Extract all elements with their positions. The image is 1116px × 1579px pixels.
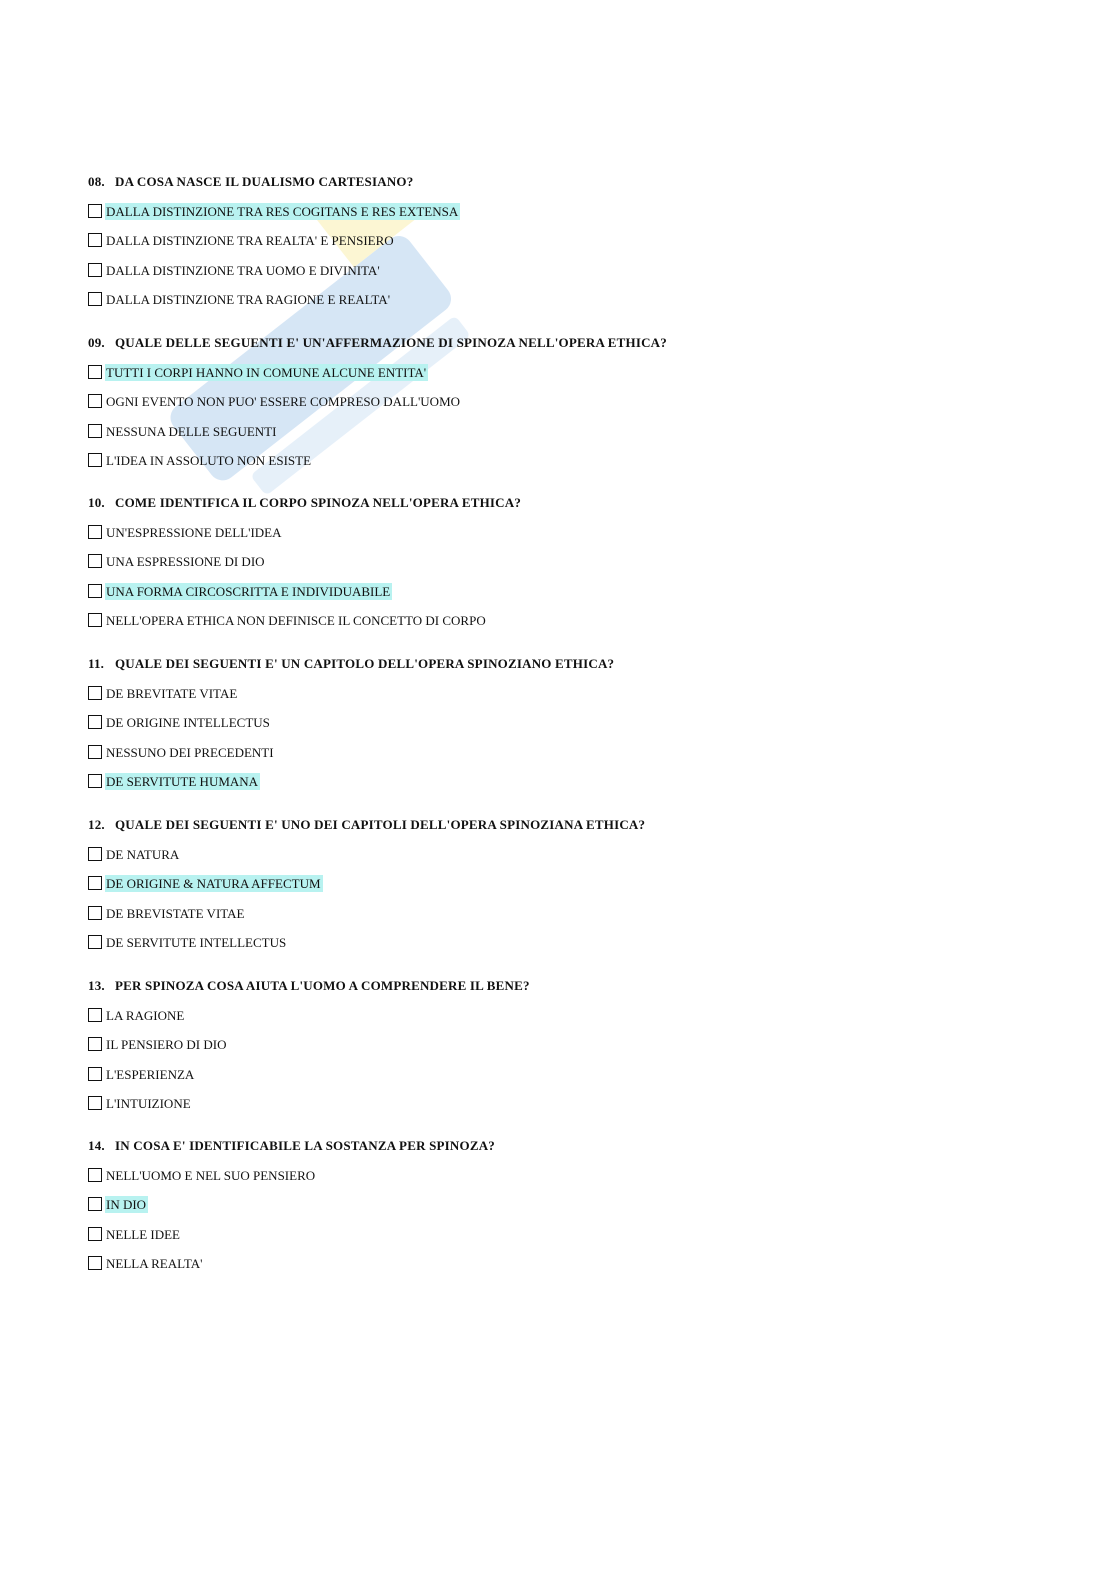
question-number: 10. [88, 495, 105, 510]
answer-option[interactable] [88, 1167, 1028, 1185]
checkbox-icon[interactable] [88, 1037, 102, 1051]
question-text: QUALE DEI SEGUENTI E' UN CAPITOLO DELL'OPERA SPINOZIANO ETHICA? [115, 656, 615, 671]
question-block [88, 173, 1028, 309]
answer-option[interactable] [88, 744, 1028, 762]
answer-option[interactable] [88, 1036, 1028, 1054]
answer-option[interactable] [88, 524, 1028, 542]
correct-answer-label: DE ORIGINE & NATURA AFFECTUM [106, 876, 321, 892]
checkbox-icon[interactable] [88, 1067, 102, 1081]
answer-label: DE SERVITUTE INTELLECTUS [106, 935, 287, 951]
answer-label: DE BREVITATE VITAE [106, 685, 238, 701]
answer-option[interactable] [88, 905, 1028, 923]
question-title [88, 334, 1028, 352]
answer-label: DALLA DISTINZIONE TRA RAGIONE E REALTA' [106, 292, 391, 308]
answer-label: LA RAGIONE [106, 1007, 185, 1023]
question-text: IN COSA E' IDENTIFICABILE LA SOSTANZA PER SPINOZA? [115, 1138, 495, 1153]
question-block [88, 655, 1028, 791]
answer-option[interactable] [88, 875, 1028, 893]
answer-label: DALLA DISTINZIONE TRA REALTA' E PENSIERO [106, 233, 394, 249]
answer-label: UN'ESPRESSIONE DELL'IDEA [106, 524, 282, 540]
checkbox-icon[interactable] [88, 263, 102, 277]
answer-option[interactable] [88, 291, 1028, 309]
answer-label: OGNI EVENTO NON PUO' ESSERE COMPRESO DALL'UOMO [106, 394, 461, 410]
question-number: 08. [88, 174, 105, 189]
question-block [88, 977, 1028, 1113]
checkbox-icon[interactable] [88, 204, 102, 218]
question-text: QUALE DELLE SEGUENTI E' UN'AFFERMAZIONE DI SPINOZA NELL'OPERA ETHICA? [115, 335, 667, 350]
checkbox-icon[interactable] [88, 1197, 102, 1211]
question-block [88, 816, 1028, 952]
checkbox-icon[interactable] [88, 613, 102, 627]
checkbox-icon[interactable] [88, 525, 102, 539]
question-number: 11. [88, 656, 105, 671]
question-text: PER SPINOZA COSA AIUTA L'UOMO A COMPRENDERE IL BENE? [115, 978, 530, 993]
answer-option[interactable] [88, 1007, 1028, 1025]
answer-option[interactable] [88, 846, 1028, 864]
correct-answer-label: DALLA DISTINZIONE TRA RES COGITANS E RES EXTENSA [106, 203, 459, 219]
answer-label: NELLE IDEE [106, 1226, 181, 1242]
checkbox-icon[interactable] [88, 935, 102, 949]
answer-option[interactable] [88, 232, 1028, 250]
answer-option[interactable] [88, 612, 1028, 630]
question-title [88, 655, 1028, 673]
answer-option[interactable] [88, 553, 1028, 571]
checkbox-icon[interactable] [88, 876, 102, 890]
answer-label: NELLA REALTA' [106, 1256, 203, 1272]
answer-option[interactable] [88, 1066, 1028, 1084]
question-number: 12. [88, 817, 105, 832]
checkbox-icon[interactable] [88, 1168, 102, 1182]
question-number: 14. [88, 1138, 105, 1153]
answer-label: DALLA DISTINZIONE TRA UOMO E DIVINITA' [106, 262, 380, 278]
answer-option[interactable] [88, 583, 1028, 601]
checkbox-icon[interactable] [88, 847, 102, 861]
checkbox-icon[interactable] [88, 584, 102, 598]
answer-label: DE ORIGINE INTELLECTUS [106, 715, 270, 731]
checkbox-icon[interactable] [88, 453, 102, 467]
checkbox-icon[interactable] [88, 233, 102, 247]
answer-option[interactable] [88, 452, 1028, 470]
answer-label: L'IDEA IN ASSOLUTO NON ESISTE [106, 453, 312, 469]
question-text: COME IDENTIFICA IL CORPO SPINOZA NELL'OPERA ETHICA? [115, 495, 522, 510]
question-number: 09. [88, 335, 105, 350]
answer-option[interactable] [88, 1226, 1028, 1244]
checkbox-icon[interactable] [88, 745, 102, 759]
question-title [88, 977, 1028, 995]
answer-option[interactable] [88, 934, 1028, 952]
checkbox-icon[interactable] [88, 1008, 102, 1022]
answer-label: NESSUNA DELLE SEGUENTI [106, 423, 277, 439]
checkbox-icon[interactable] [88, 365, 102, 379]
answer-option[interactable] [88, 1095, 1028, 1113]
answer-label: UNA ESPRESSIONE DI DIO [106, 554, 265, 570]
answer-label: NELL'UOMO E NEL SUO PENSIERO [106, 1167, 316, 1183]
answer-option[interactable] [88, 1255, 1028, 1273]
answer-label: L'ESPERIENZA [106, 1066, 195, 1082]
question-text: QUALE DEI SEGUENTI E' UNO DEI CAPITOLI DELL'OPERA SPINOZIANA ETHICA? [115, 817, 646, 832]
question-title [88, 1137, 1028, 1155]
checkbox-icon[interactable] [88, 292, 102, 306]
answer-option[interactable] [88, 262, 1028, 280]
question-title [88, 816, 1028, 834]
checkbox-icon[interactable] [88, 424, 102, 438]
checkbox-icon[interactable] [88, 1227, 102, 1241]
checkbox-icon[interactable] [88, 774, 102, 788]
answer-label: NELL'OPERA ETHICA NON DEFINISCE IL CONCETTO DI CORPO [106, 613, 486, 629]
question-text: DA COSA NASCE IL DUALISMO CARTESIANO? [115, 174, 414, 189]
question-block [88, 1137, 1028, 1273]
correct-answer-label: DE SERVITUTE HUMANA [106, 774, 259, 790]
question-block [88, 494, 1028, 630]
answer-option[interactable] [88, 203, 1028, 221]
answer-label: NESSUNO DEI PRECEDENTI [106, 744, 274, 760]
answer-label: DE BREVISTATE VITAE [106, 905, 245, 921]
correct-answer-label: TUTTI I CORPI HANNO IN COMUNE ALCUNE ENTITA' [106, 364, 427, 380]
answer-label: DE NATURA [106, 846, 180, 862]
question-title [88, 173, 1028, 191]
question-block [88, 334, 1028, 470]
checkbox-icon[interactable] [88, 554, 102, 568]
question-number: 13. [88, 978, 105, 993]
answer-option[interactable] [88, 423, 1028, 441]
answer-option[interactable] [88, 393, 1028, 411]
question-title [88, 494, 1028, 512]
answer-label: L'INTUIZIONE [106, 1096, 191, 1112]
checkbox-icon[interactable] [88, 686, 102, 700]
answer-option[interactable] [88, 714, 1028, 732]
answer-option[interactable] [88, 364, 1028, 382]
answer-option[interactable] [88, 773, 1028, 791]
answer-option[interactable] [88, 685, 1028, 703]
correct-answer-label: UNA FORMA CIRCOSCRITTA E INDIVIDUABILE [106, 583, 391, 599]
checkbox-icon[interactable] [88, 906, 102, 920]
checkbox-icon[interactable] [88, 1256, 102, 1270]
answer-option[interactable] [88, 1196, 1028, 1214]
correct-answer-label: IN DIO [106, 1197, 147, 1213]
checkbox-icon[interactable] [88, 1096, 102, 1110]
answer-label: IL PENSIERO DI DIO [106, 1037, 227, 1053]
checkbox-icon[interactable] [88, 394, 102, 408]
checkbox-icon[interactable] [88, 715, 102, 729]
